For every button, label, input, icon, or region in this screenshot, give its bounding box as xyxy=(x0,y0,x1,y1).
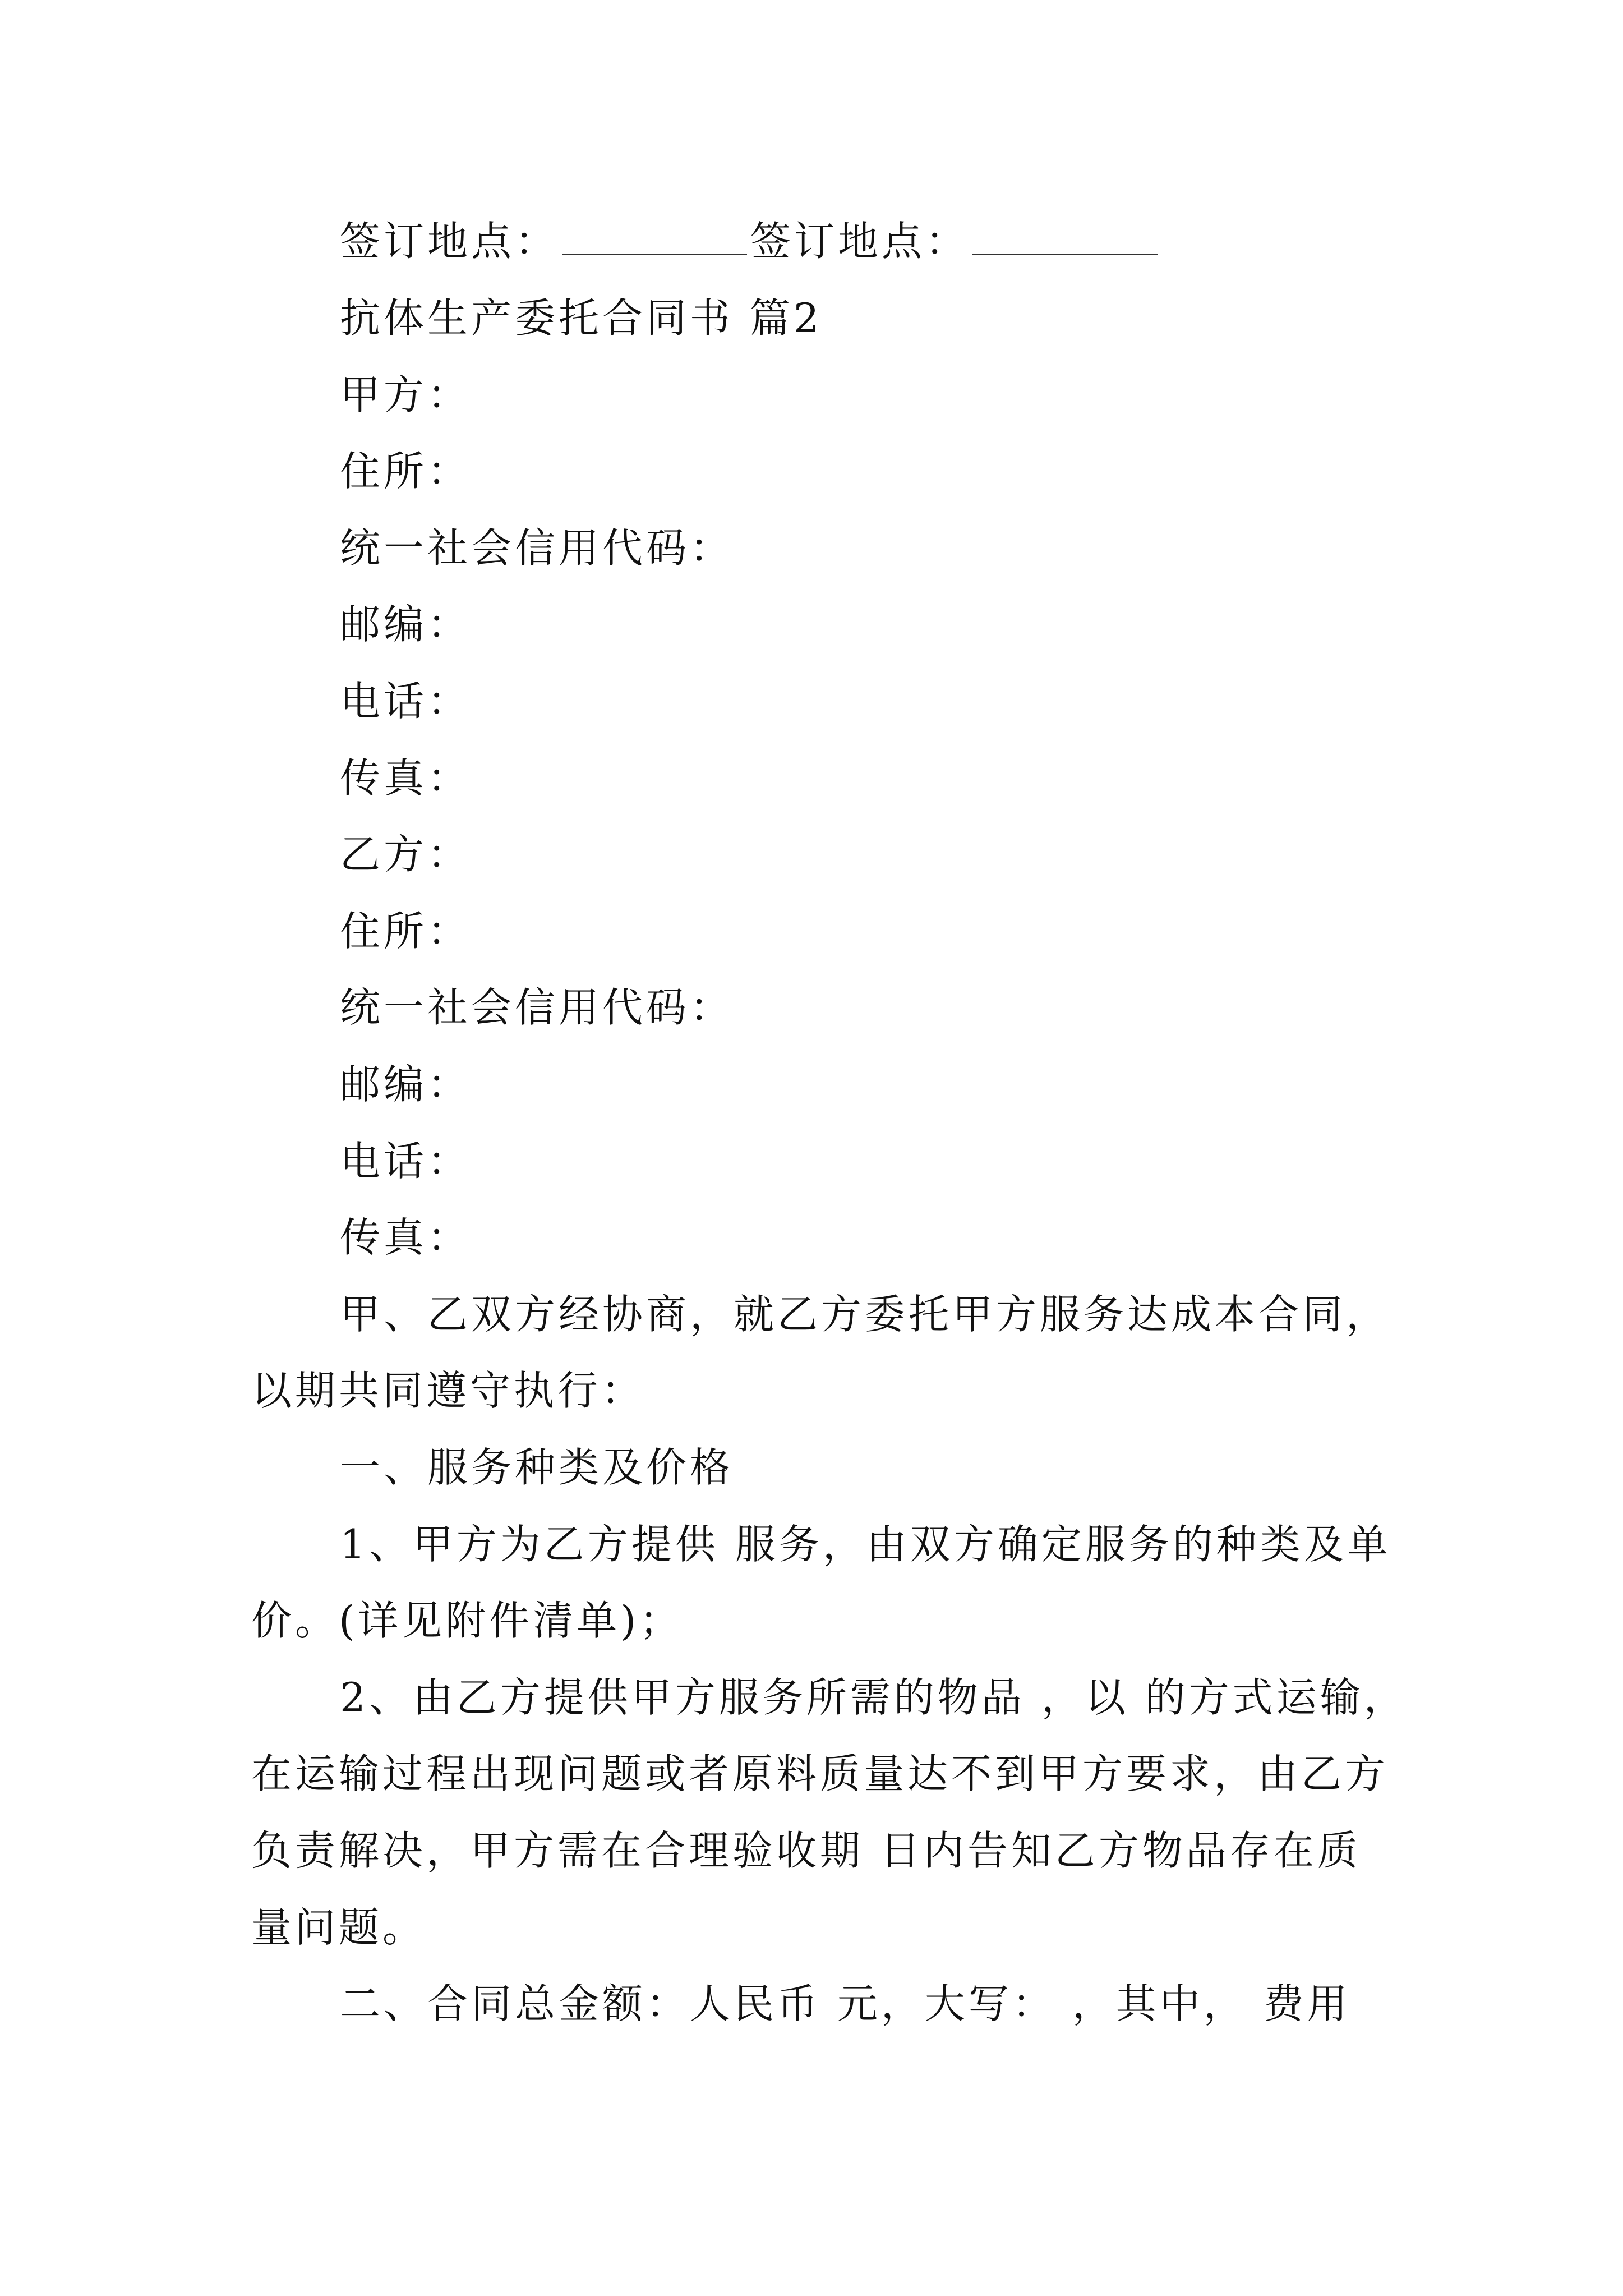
party-a-postcode: 邮编： xyxy=(340,601,472,648)
intro-paragraph-line-2: 以期共同遵守执行： xyxy=(251,1367,645,1414)
document-title: 抗体生产委托合同书 篇2 xyxy=(340,295,823,342)
item-1-line-1: 1、甲方为乙方提供 服务，由双方确定服务的种类及单 xyxy=(340,1521,1391,1568)
signing-place-label-1: 签订地点： xyxy=(340,218,559,265)
party-a-address: 住所： xyxy=(340,448,472,495)
section-1-heading: 一、服务种类及价格 xyxy=(340,1444,734,1491)
section-2-heading: 二、合同总金额：人民币 元，大写： ，其中， 费用 xyxy=(340,1980,1351,2027)
item-2-line-2: 在运输过程出现问题或者原料质量达不到甲方要求，由乙方 xyxy=(251,1750,1389,1797)
party-a-label: 甲方： xyxy=(340,371,472,418)
party-b-address: 住所： xyxy=(340,908,472,955)
intro-paragraph-line-1: 甲、乙双方经协商，就乙方委托甲方服务达成本合同， xyxy=(340,1291,1390,1338)
party-a-fax: 传真： xyxy=(340,754,472,802)
item-1-line-2: 价。(详见附件清单)； xyxy=(251,1597,684,1644)
party-b-label: 乙方： xyxy=(340,831,472,878)
item-2-line-1: 2、由乙方提供甲方服务所需的物品 ，以 的方式运输， xyxy=(340,1674,1408,1721)
party-a-credit-code: 统一社会信用代码： xyxy=(340,524,734,572)
party-a-phone: 电话： xyxy=(340,678,472,725)
signing-place-line xyxy=(340,219,1161,264)
party-b-fax: 传真： xyxy=(340,1214,472,1261)
party-b-phone: 电话： xyxy=(340,1138,472,1185)
signing-place-blank-2[interactable] xyxy=(972,220,1158,255)
signing-place-label-2: 签订地点： xyxy=(750,218,970,265)
item-2-line-3: 负责解决，甲方需在合理验收期 日内告知乙方物品存在质 xyxy=(251,1827,1361,1874)
signing-place-blank-1[interactable] xyxy=(562,220,747,255)
party-b-postcode: 邮编： xyxy=(340,1061,472,1108)
item-2-line-4: 量问题。 xyxy=(251,1904,427,1951)
party-b-credit-code: 统一社会信用代码： xyxy=(340,984,734,1031)
